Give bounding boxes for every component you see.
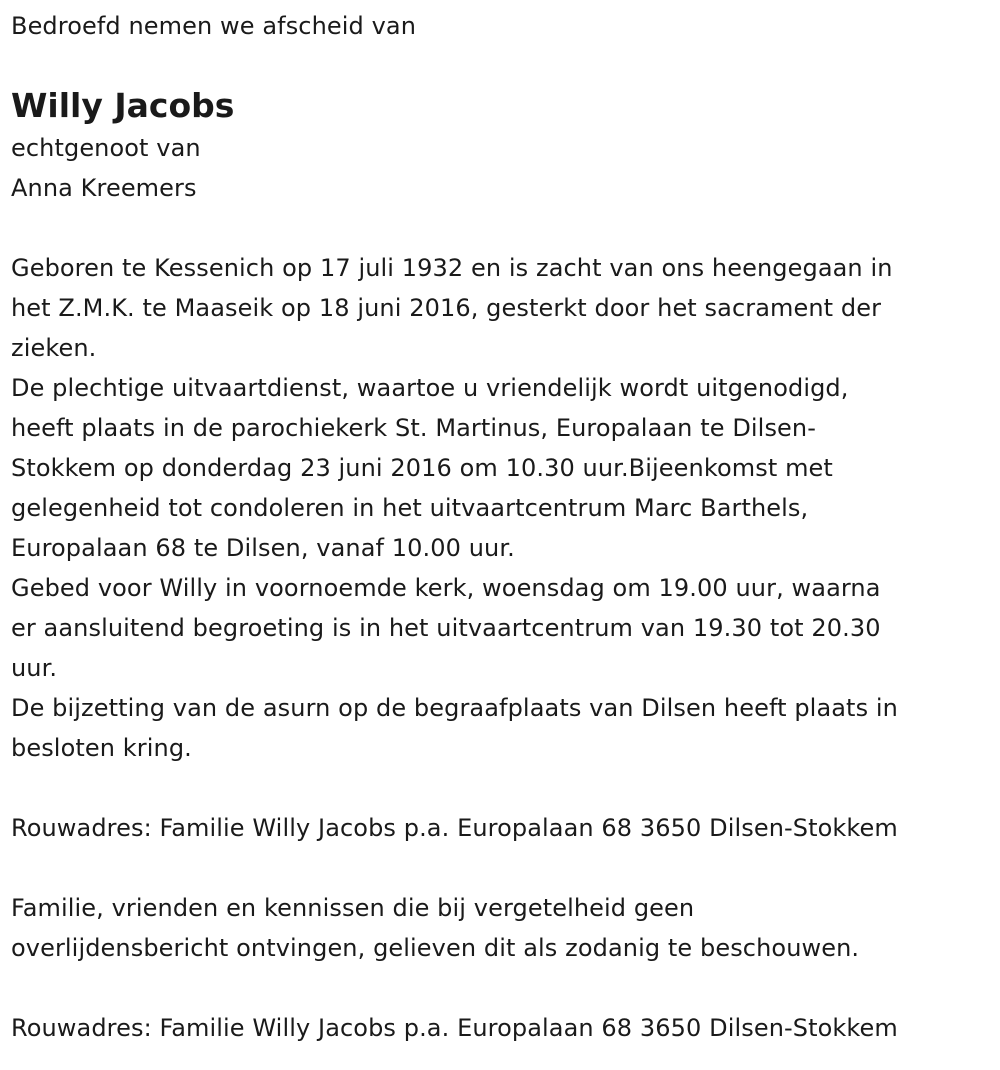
body-line: Gebed voor Willy in voornoemde kerk, woensdag om 19.00 uur, waarna — [11, 574, 881, 602]
closing-line: Familie, vrienden en kennissen die bij vergetelheid geen — [11, 894, 695, 922]
body-line: Stokkem op donderdag 23 juni 2016 om 10.30 uur.Bijeenkomst met — [11, 454, 833, 482]
closing-line: overlijdensbericht ontvingen, gelieven dit als zodanig te beschouwen. — [11, 934, 860, 962]
closing-text — [11, 888, 990, 968]
body-line: Europalaan 68 te Dilsen, vanaf 10.00 uur. — [11, 534, 515, 562]
spacer — [11, 848, 990, 888]
relation-label: echtgenoot van — [11, 134, 201, 162]
body-line: De plechtige uitvaartdienst, waartoe u vriendelijk wordt uitgenodigd, — [11, 374, 849, 402]
body-line: Geboren te Kessenich op 17 juli 1932 en is zacht van ons heengegaan in — [11, 254, 893, 282]
intro-line: Bedroefd nemen we afscheid van — [11, 12, 417, 40]
body-line: er aansluitend begroeting is in het uitvaartcentrum van 19.30 tot 20.30 — [11, 614, 881, 642]
body-line: het Z.M.K. te Maaseik op 18 juni 2016, gesterkt door het sacrament der — [11, 294, 882, 322]
spacer — [11, 768, 990, 808]
body-line: heeft plaats in de parochiekerk St. Martinus, Europalaan te Dilsen- — [11, 414, 816, 442]
deceased-name: Willy Jacobs — [11, 86, 235, 125]
body-line: uur. — [11, 654, 58, 682]
spacer — [11, 208, 990, 248]
body-line: gelegenheid tot condoleren in het uitvaartcentrum Marc Barthels, — [11, 494, 809, 522]
body-line: besloten kring. — [11, 734, 192, 762]
body-text — [11, 248, 990, 768]
body-line: zieken. — [11, 334, 97, 362]
body-line: De bijzetting van de asurn op de begraafplaats van Dilsen heeft plaats in — [11, 694, 898, 722]
spacer — [11, 968, 990, 1008]
mourning-address: Rouwadres: Familie Willy Jacobs p.a. Europalaan 68 3650 Dilsen-Stokkem — [11, 814, 898, 842]
spouse-name: Anna Kreemers — [11, 174, 197, 202]
mourning-address: Rouwadres: Familie Willy Jacobs p.a. Europalaan 68 3650 Dilsen-Stokkem — [11, 1014, 898, 1042]
